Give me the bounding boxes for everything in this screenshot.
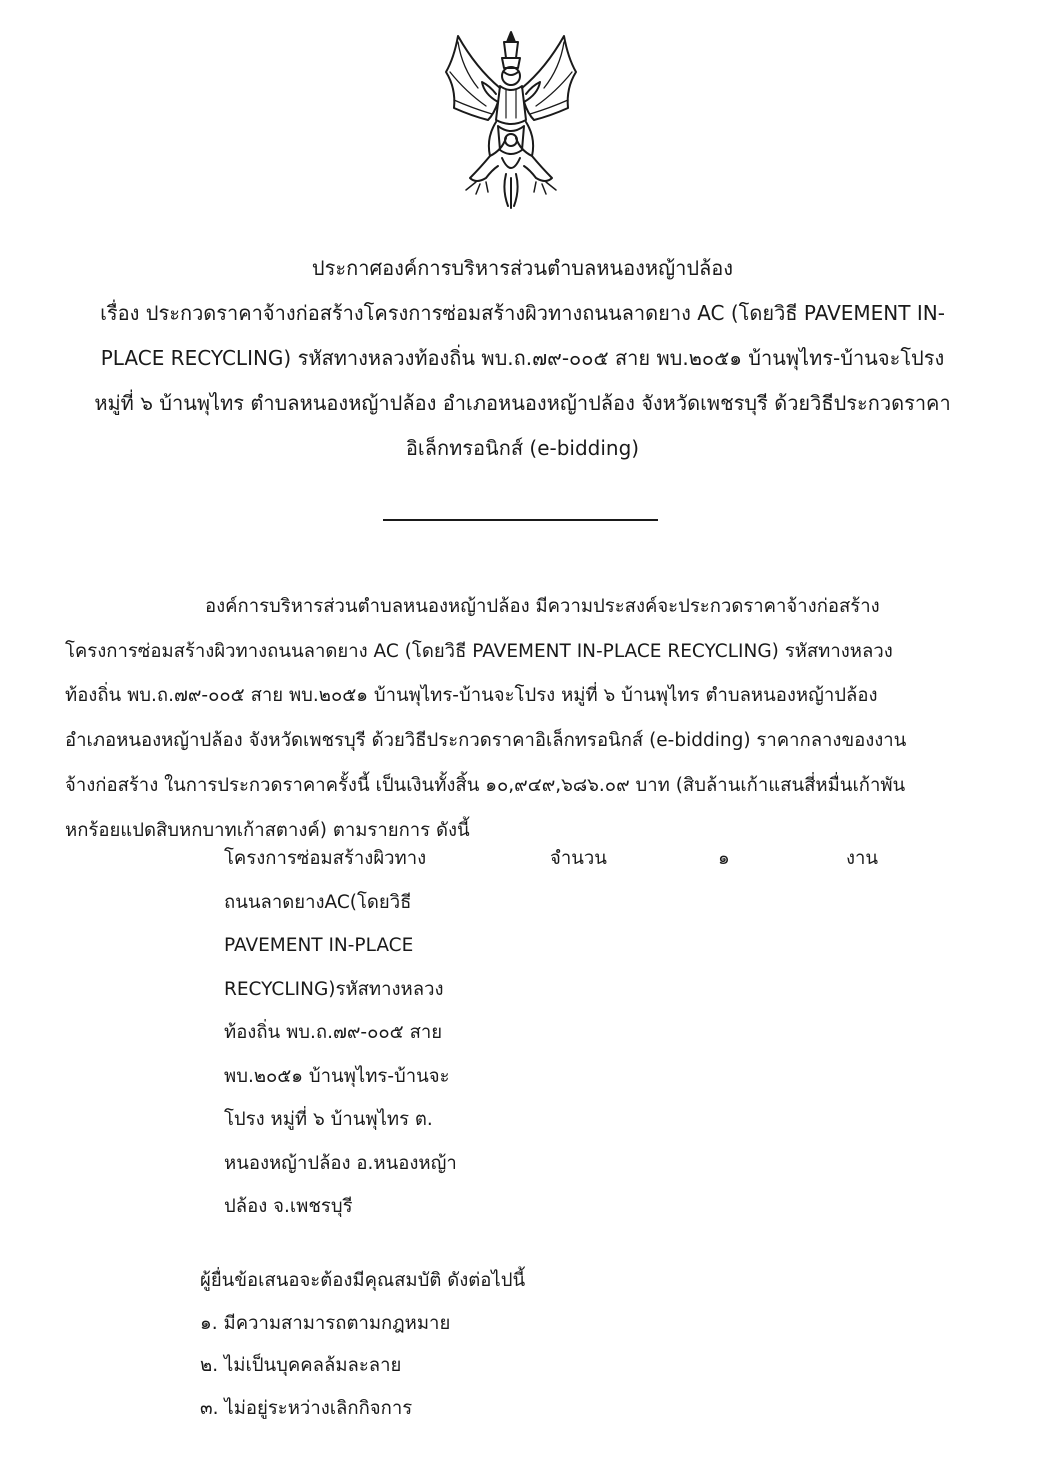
item-name-line: หนองหญ้าปล้อง อ.หนองหญ้า [224, 1152, 457, 1174]
item-name-line: พบ.๒๐๕๑ บ้านพุไทร-บ้านจะ [224, 1065, 450, 1087]
paragraph-line: ท้องถิ่น พบ.ถ.๗๙-๐๐๕ สาย พบ.๒๐๕๑ บ้านพุไทร-บ้านจะโปรง หมู่ที่ ๖ บ้านพุไทร ตำบลหนองหญ้าปล้อง [65, 685, 878, 707]
paragraph-line: โครงการซ่อมสร้างผิวทางถนนลาดยาง AC (โดยวิธี PAVEMENT IN-PLACE RECYCLING) รหัสทางหลวง [65, 640, 893, 662]
subject-line: หมู่ที่ ๖ บ้านพุไทร ตำบลหนองหญ้าปล้อง อำเภอหนองหญ้าปล้อง จังหวัดเพชรบุรี ด้วยวิธีประกวดราคา [94, 391, 951, 415]
item-unit: งาน [846, 848, 879, 869]
subject-line: PLACE RECYCLING) รหัสทางหลวงท้องถิ่น พบ.ถ.๗๙-๐๐๕ สาย พบ.๒๐๕๑ บ้านพุไทร-บ้านจะโปรง [100, 346, 945, 370]
item-name-line: ปล้อง จ.เพชรบุรี [224, 1196, 353, 1217]
qualification-item: ๑. มีความสามารถตามกฎหมาย [200, 1312, 451, 1334]
item-name-line: ท้องถิ่น พบ.ถ.๗๙-๐๐๕ สาย [224, 1022, 443, 1043]
item-quantity-label: จำนวน [550, 848, 607, 869]
item-name-line: ถนนลาดยางAC(โดยวิธี [224, 891, 412, 913]
qualifications-section [200, 1260, 900, 1431]
paragraph-line: จ้างก่อสร้าง ในการประกวดราคาครั้งนี้ เป็นเงินทั้งสิ้น ๑๐,๙๔๙,๖๘๖.๐๙ บาท (สิบล้านเก้าแสนสี่หมื่นเก้าพัน [65, 774, 906, 796]
announcement-title: ประกาศองค์การบริหารส่วนตำบลหนองหญ้าปล้อง [311, 256, 734, 280]
qualification-item: ๒. ไม่เป็นบุคคลล้มละลาย [200, 1355, 402, 1377]
paragraph-line: หกร้อยแปดสิบหกบาทเก้าสตางค์) ตามรายการ ดังนี้ [65, 819, 470, 841]
item-name-line: โปรง หมู่ที่ ๖ บ้านพุไทร ต. [224, 1109, 433, 1130]
item-description [224, 837, 924, 1229]
paragraph-line: อำเภอหนองหญ้าปล้อง จังหวัดเพชรบุรี ด้วยวิธีประกวดราคาอิเล็กทรอนิกส์ (e-bidding) ราคากลางของงาน [65, 730, 907, 752]
paragraph-line: องค์การบริหารส่วนตำบลหนองหญ้าปล้อง มีความประสงค์จะประกวดราคาจ้างก่อสร้าง [205, 596, 880, 617]
item-name-line: RECYCLING)รหัสทางหลวง [224, 978, 444, 1000]
garuda-emblem-icon [436, 28, 586, 210]
subject-line: เรื่อง ประกวดราคาจ้างก่อสร้างโครงการซ่อมสร้างผิวทางถนนลาดยาง AC (โดยวิธี PAVEMENT IN- [100, 301, 945, 325]
qualification-item: ๓. ไม่อยู่ระหว่างเลิกกิจการ [200, 1398, 413, 1420]
announcement-header [60, 246, 985, 471]
subject-line: อิเล็กทรอนิกส์ (e-bidding) [405, 436, 640, 460]
item-name-line: โครงการซ่อมสร้างผิวทาง [224, 848, 427, 869]
qualifications-intro: ผู้ยื่นข้อเสนอจะต้องมีคุณสมบัติ ดังต่อไปนี้ [200, 1270, 526, 1291]
divider-line [383, 519, 658, 521]
item-name-line: PAVEMENT IN-PLACE [224, 935, 414, 956]
body-paragraph [65, 585, 975, 853]
item-quantity: ๑ [718, 848, 730, 869]
